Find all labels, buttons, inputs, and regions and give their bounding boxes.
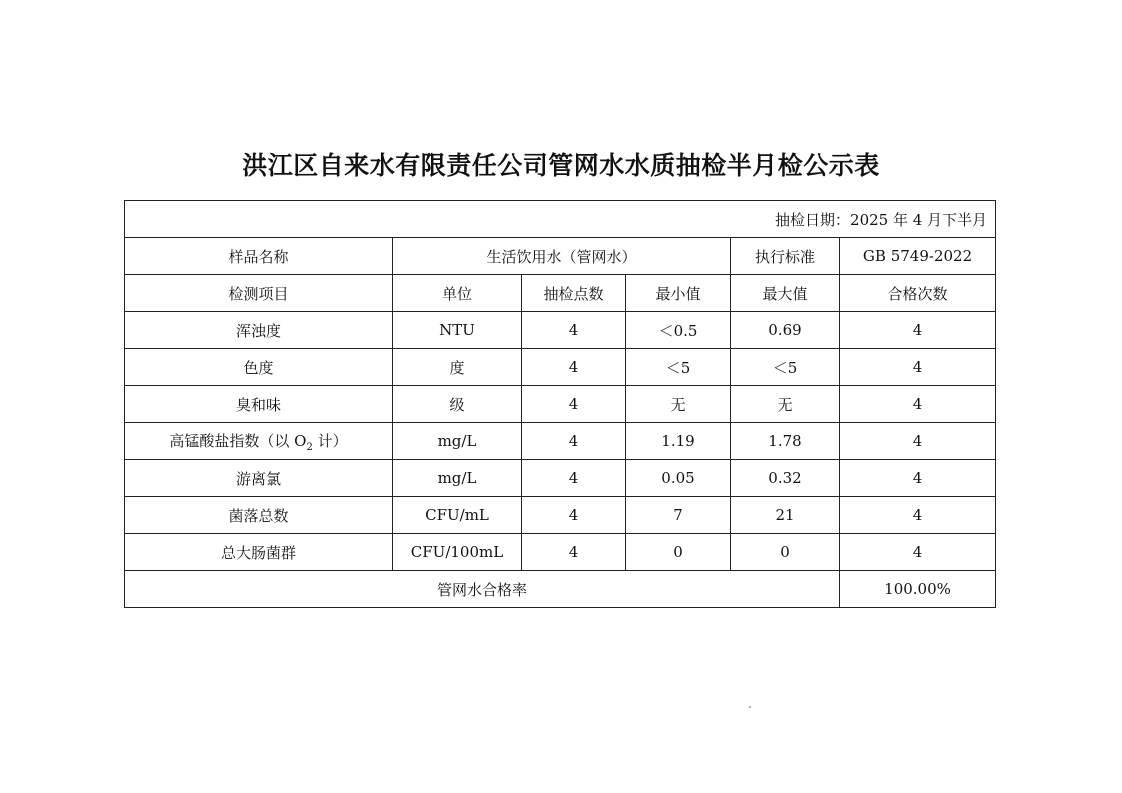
item-unit: CFU/mL [393, 497, 522, 534]
sampling-date: 抽检日期：2025 年 4 月下半月 [125, 201, 996, 238]
item-name [125, 423, 393, 460]
item-count: 4 [522, 386, 626, 423]
pass-rate-label: 管网水合格率 [125, 571, 840, 608]
item-min: ＜0.5 [626, 312, 731, 349]
item-name-suffix: 计） [312, 431, 348, 450]
item-count: 4 [522, 460, 626, 497]
item-pass: 4 [840, 497, 996, 534]
item-min: 0 [626, 534, 731, 571]
table-row [125, 423, 996, 460]
sample-name-label: 样品名称 [125, 238, 393, 275]
date-row [125, 201, 996, 238]
footer-row [125, 571, 996, 608]
item-max: ＜5 [731, 349, 840, 386]
header-item: 检测项目 [125, 275, 393, 312]
scan-speck [749, 706, 751, 708]
item-unit: NTU [393, 312, 522, 349]
item-min: ＜5 [626, 349, 731, 386]
table-row [125, 534, 996, 571]
table-row [125, 349, 996, 386]
item-name: 色度 [125, 349, 393, 386]
item-max: 1.78 [731, 423, 840, 460]
header-row [125, 275, 996, 312]
item-max: 0 [731, 534, 840, 571]
item-unit: mg/L [393, 460, 522, 497]
item-min: 1.19 [626, 423, 731, 460]
inspection-table [124, 200, 996, 608]
header-unit: 单位 [393, 275, 522, 312]
item-name: 游离氯 [125, 460, 393, 497]
item-name: 臭和味 [125, 386, 393, 423]
item-count: 4 [522, 423, 626, 460]
header-pass: 合格次数 [840, 275, 996, 312]
item-name: 总大肠菌群 [125, 534, 393, 571]
pass-rate-value: 100.00% [840, 571, 996, 608]
page-title: 洪江区自来水有限责任公司管网水水质抽检半月检公示表 [242, 151, 880, 180]
item-max: 21 [731, 497, 840, 534]
item-unit: 级 [393, 386, 522, 423]
item-pass: 4 [840, 349, 996, 386]
item-pass: 4 [840, 534, 996, 571]
item-min: 0.05 [626, 460, 731, 497]
sample-name-value: 生活饮用水（管网水） [393, 238, 731, 275]
header-max: 最大值 [731, 275, 840, 312]
standard-label: 执行标准 [731, 238, 840, 275]
item-unit: mg/L [393, 423, 522, 460]
item-name: 菌落总数 [125, 497, 393, 534]
item-count: 4 [522, 534, 626, 571]
item-unit: CFU/100mL [393, 534, 522, 571]
item-min: 无 [626, 386, 731, 423]
table-row [125, 497, 996, 534]
table-row [125, 386, 996, 423]
standard-value: GB 5749-2022 [840, 238, 996, 275]
header-min: 最小值 [626, 275, 731, 312]
table-row [125, 460, 996, 497]
item-count: 4 [522, 312, 626, 349]
item-pass: 4 [840, 312, 996, 349]
item-max: 0.69 [731, 312, 840, 349]
item-min: 7 [626, 497, 731, 534]
item-pass: 4 [840, 460, 996, 497]
item-max: 无 [731, 386, 840, 423]
item-pass: 4 [840, 423, 996, 460]
item-count: 4 [522, 349, 626, 386]
item-name-prefix: 高锰酸盐指数（以 O [169, 431, 307, 450]
item-name-subscript: 2 [306, 441, 313, 453]
item-max: 0.32 [731, 460, 840, 497]
item-pass: 4 [840, 386, 996, 423]
item-count: 4 [522, 497, 626, 534]
item-unit: 度 [393, 349, 522, 386]
table-row [125, 312, 996, 349]
item-name: 浑浊度 [125, 312, 393, 349]
sample-row [125, 238, 996, 275]
header-count: 抽检点数 [522, 275, 626, 312]
